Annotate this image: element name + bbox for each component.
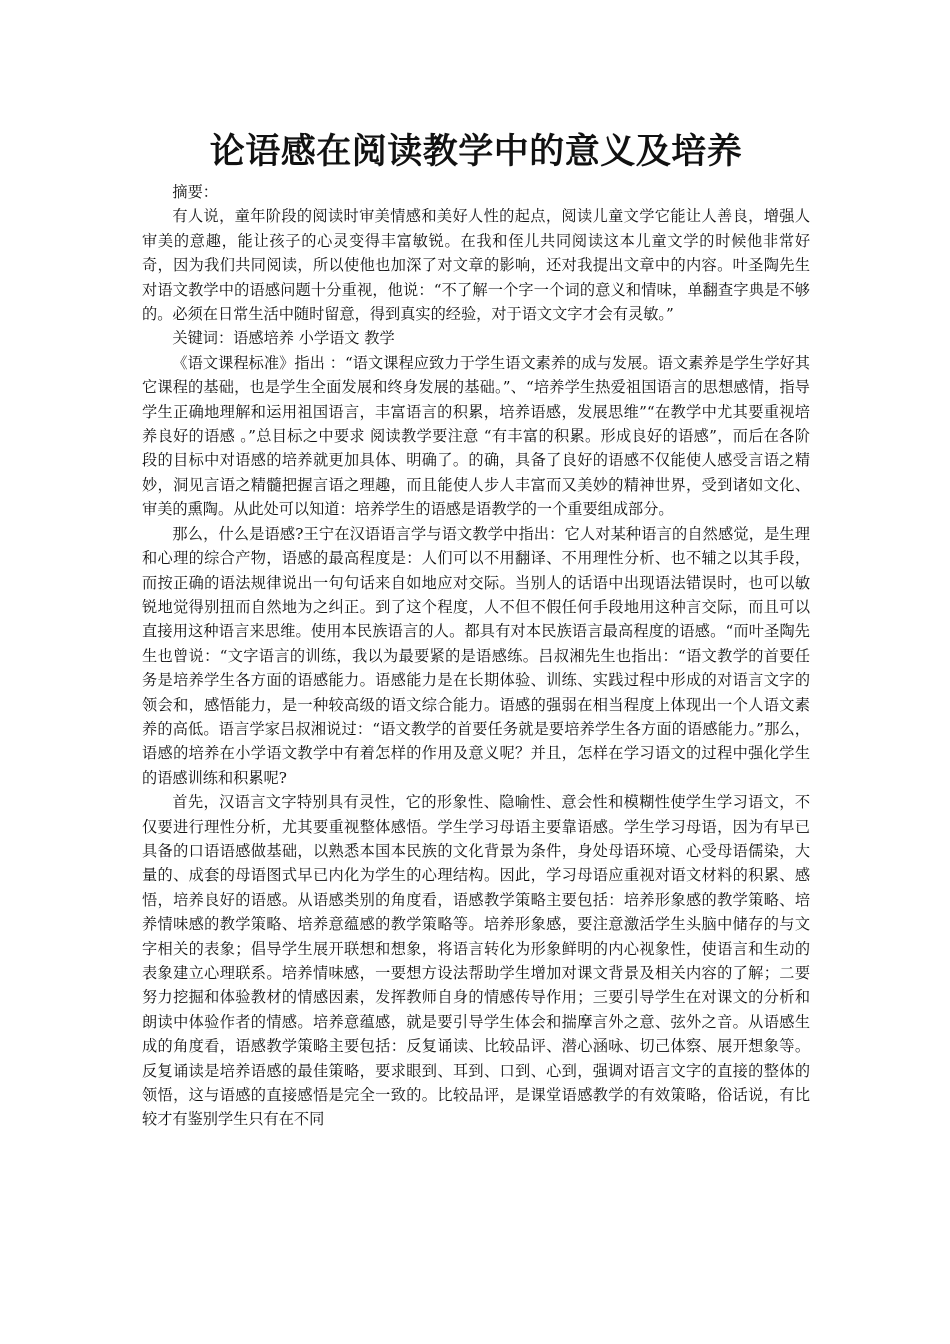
keywords-line: 关键词：语感培养 小学语文 教学 bbox=[172, 329, 395, 348]
abstract-label: 摘要： bbox=[172, 183, 218, 201]
body-paragraph-3: 首先，汉语言文字特别具有灵性，它的形象性、隐喻性、意会性和模糊性使学生学习语文，不仅要进行理性分析，尤其要重视整体感悟。学生学习母语主要靠语感。学生学习母语，因为有早已具备的口语语感做基础，以熟悉本国本民族的文化背景为条件，身处母语环境、心受母语儒染，大量的、成套的母语图式早已内化为学生的心理结构。因此，学习母语应重视对语文材料的积累、感悟，培养良好的语感。从语感类别的角度看，语感教学策略主要包括：培养形象感的教学策略、培养情味感的教学策略、培养意蕴感的教学策略等。培养形象感，要注意激活学生头脑中储存的与文字相关的表象；倡导学生展开联想和想象，将语言转化为形象鲜明的内心视象性，使语言和生动的表象建立心理联系。培养情味感，一要想方设法帮助学生增加对课文背景及相关内容的了解；二要努力挖掘和体验教材的情感因素，发挥教师自身的情感传导作用；三要引导学生在对课文的分析和朗读中体验作者的情感。培养意蕴感，就是要引导学生体会和揣摩言外之意、弦外之音。从语感生成的角度看，语感教学策略主要包括：反复诵读、比较品评、潜心涵咏、切己体察、展开想象等。反复诵读是培养语感的最佳策略，要求眼到、耳到、口到、心到，强调对语言文字的直接的整体的领悟，这与语感的直接感悟是完全一致的。比较品评，是课堂语感教学的有效策略，俗话说，有比较才有鉴别学生只有在不同 bbox=[142, 793, 810, 1129]
body-paragraph-1: 《语文课程标准》指出 ：“语文课程应致力于学生语文素养的成与发展。语文素养是学生学好其它课程的基础，也是学生全面发展和终身发展的基础。”、“培养学生热爱祖国语言的思想感情，指导学生正确地理解和运用祖国语言，丰富语言的积累，培养语感，发展思维”“在教学中尤其要重视培养良好的语感 。”总目标之中要求 阅读教学要注意 “有丰富的积累。形成良好的语感”，而后在各阶段的目标中对语感的培养就更加具体、明确了。的确，具备了良好的语感不仅能使人感受言语之精妙，洞见言语之精髓把握言语之理趣，而且能使人步人丰富而又美妙的精神世界，受到诸如文化、审美的熏陶。从此处可以知道：培养学生的语感是语教学的一个重要组成部分。 bbox=[142, 353, 810, 519]
document-page bbox=[142, 118, 810, 1132]
abstract-text: 有人说，童年阶段的阅读时审美情感和美好人性的起点，阅读儿童文学它能让人善良，增强人审美的意趣，能让孩子的心灵变得丰富敏锐。在我和侄儿共同阅读这本儿童文学的时候他非常好奇，因为我们共同阅读，所以使他也加深了对文章的影响，还对我提出文章中的内容。叶圣陶先生对语文教学中的语感问题十分重视，他说：“不了解一个字一个词的意义和情味，单翻查字典是不够的。必须在日常生活中随时留意，得到真实的经验，对于语文文字才会有灵敏。” bbox=[142, 207, 810, 324]
body-paragraph-2: 那么，什么是语感?王宁在汉语语言学与语文教学中指出：它人对某种语言的自然感觉，是生理和心理的综合产物，语感的最高程度是：人们可以不用翻译、不用理性分析、也不辅之以其手段，而按正确的语法规律说出一句句话来自如地应对交际。当别人的话语中出现语法错误时，也可以敏锐地觉得别扭而自然地为之纠正。到了这个程度，人不但不假任何手段地用这种言交际，而且可以直接用这种语言来思维。使用本民族语言的人。都具有对本民族语言最高程度的语感。“而叶圣陶先生也曾说：“文字语言的训练，我以为最要紧的是语感练。吕叔湘先生也指出：“语文教学的首要任务是培养学生各方面的语感能力。语感能力是在长期体验、训练、实践过程中形成的对语言文字的领会和，感悟能力，是一种较高级的语文综合能力。语感的强弱在相当程度上体现出一个人语文素养的高低。语言学家吕叔湘说过：“语文教学的首要任务就是要培养学生各方面的语感能力。”那么，语感的培养在小学语文教学中有着怎样的作用及意义呢？并且，怎样在学习语文的过程中强化学生的语感训练和积累呢? bbox=[142, 524, 810, 787]
document-title: 论语感在阅读教学中的意义及培养 bbox=[209, 131, 743, 172]
